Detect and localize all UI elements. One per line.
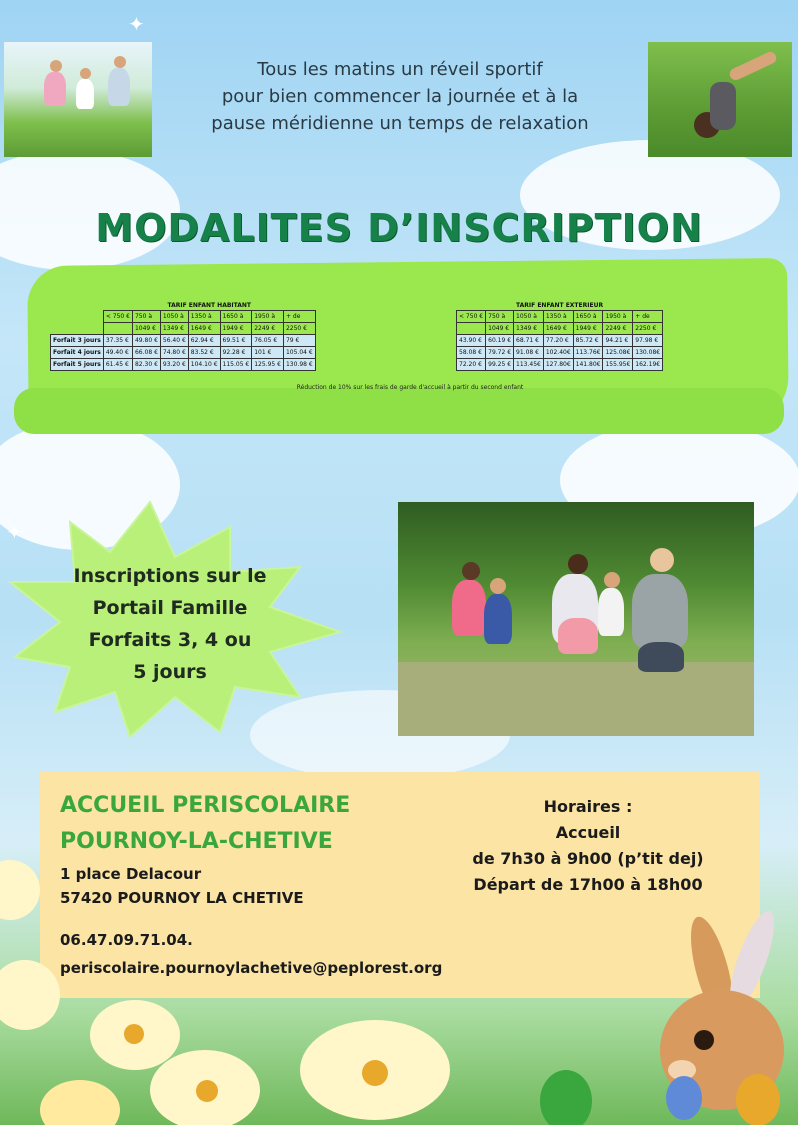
row-label: Forfait 3 jours [51, 335, 104, 347]
intro-text [160, 56, 640, 137]
flower-center [196, 1080, 218, 1102]
price-cell: 130.08€ [633, 347, 663, 359]
page-title: MODALITES D’INSCRIPTION [95, 206, 703, 250]
opening-hours [438, 794, 738, 898]
org-name-line1: ACCUEIL PERISCOLAIRE [60, 793, 351, 818]
bracket-header: 2250 € [283, 323, 315, 335]
price-cell: 102.40€ [543, 347, 573, 359]
price-cell: 162.19€ [633, 359, 663, 371]
bracket-row-top [457, 311, 663, 323]
row-label: Forfait 4 jours [51, 347, 104, 359]
price-cell: 60.19 € [486, 335, 514, 347]
egg-illustration [736, 1074, 780, 1125]
table-row [51, 359, 316, 371]
table-corner [51, 300, 104, 311]
registration-line: Forfaits 3, 4 ou [88, 629, 252, 651]
price-cell: 105.04 € [283, 347, 315, 359]
table-row [457, 359, 663, 371]
sparkle-icon: ✦ [128, 12, 145, 36]
bracket-row-top [51, 311, 316, 323]
bracket-header: 1350 à [543, 311, 573, 323]
price-cell: 68.71 € [514, 335, 544, 347]
contact-details [60, 788, 480, 982]
hours-evening: Départ de 17h00 à 18h00 [473, 875, 703, 894]
price-cell: 94.21 € [603, 335, 633, 347]
intro-line: Tous les matins un réveil sportif [257, 59, 543, 80]
bracket-header: 1950 à [252, 311, 284, 323]
bracket-header: 1650 à [573, 311, 603, 323]
bracket-header: 2249 € [603, 323, 633, 335]
price-cell: 99.25 € [486, 359, 514, 371]
bracket-header: 750 à [132, 311, 160, 323]
flower-illustration [40, 1080, 120, 1125]
price-cell: 74.80 € [160, 347, 188, 359]
price-cell: 62.94 € [188, 335, 220, 347]
price-cell: 115.05 € [220, 359, 252, 371]
table-row [51, 335, 316, 347]
email-address: periscolaire.pournoylachetive@peplorest.org [60, 959, 443, 977]
table-row [457, 335, 663, 347]
bracket-row-bottom [457, 323, 663, 335]
price-cell: 113.45€ [514, 359, 544, 371]
bracket-header: 1949 € [220, 323, 252, 335]
photo-children-running-park [398, 502, 754, 736]
price-cell: 79.72 € [486, 347, 514, 359]
flower-center [362, 1060, 388, 1086]
hours-title: Horaires : [543, 797, 633, 816]
price-cell: 125.08€ [603, 347, 633, 359]
bracket-header: 2249 € [252, 323, 284, 335]
row-label: Forfait 5 jours [51, 359, 104, 371]
bracket-row-bottom [51, 323, 316, 335]
price-cell: 58.08 € [457, 347, 486, 359]
hours-accueil: Accueil [555, 823, 621, 842]
bracket-header: < 750 € [457, 311, 486, 323]
egg-illustration [666, 1076, 702, 1120]
sparkle-icon: ✦ [6, 520, 23, 544]
phone-number: 06.47.09.71.04. [60, 931, 193, 949]
bracket-header: 1050 à [160, 311, 188, 323]
bracket-header: 750 à [486, 311, 514, 323]
registration-line: Portail Famille [92, 597, 248, 619]
price-cell: 93.20 € [160, 359, 188, 371]
table-row [51, 347, 316, 359]
bracket-header: 1649 € [188, 323, 220, 335]
price-cell: 77.20 € [543, 335, 573, 347]
price-cell: 155.95€ [603, 359, 633, 371]
reduction-note: Réduction de 10% sur les frais de garde d'accueil à partir du second enfant [296, 384, 524, 391]
table-title: TARIF ENFANT EXTERIEUR [516, 301, 604, 309]
price-cell: 83.52 € [188, 347, 220, 359]
price-cell: 127.80€ [543, 359, 573, 371]
registration-line: 5 jours [133, 661, 207, 683]
bracket-header: 1650 à [220, 311, 252, 323]
price-cell: 130.98 € [283, 359, 315, 371]
price-cell: 66.08 € [132, 347, 160, 359]
bracket-header [103, 323, 132, 335]
table-title: TARIF ENFANT HABITANT [167, 301, 252, 309]
bracket-header: 1050 à [514, 311, 544, 323]
tarif-table-exterieur [456, 300, 663, 371]
price-cell: 79 € [283, 335, 315, 347]
bracket-header: 2250 € [633, 323, 663, 335]
bracket-header: 1949 € [573, 323, 603, 335]
price-cell: 141.80€ [573, 359, 603, 371]
registration-line: Inscriptions sur le [73, 565, 267, 587]
green-band [14, 388, 784, 434]
price-cell: 72.20 € [457, 359, 486, 371]
tarif-table-habitant [50, 300, 316, 371]
price-cell: 56.40 € [160, 335, 188, 347]
bracket-header: + de [283, 311, 315, 323]
price-cell: 82.30 € [132, 359, 160, 371]
table-corner [51, 323, 104, 335]
price-cell: 61.45 € [103, 359, 132, 371]
bracket-header [457, 323, 486, 335]
flower-center [124, 1024, 144, 1044]
photo-children-running-field [4, 42, 152, 157]
egg-illustration [540, 1070, 592, 1125]
price-cell: 92.28 € [220, 347, 252, 359]
bracket-header: 1950 à [603, 311, 633, 323]
intro-line: pause méridienne un temps de relaxation [211, 113, 589, 134]
address-city: 57420 POURNOY LA CHETIVE [60, 889, 304, 907]
price-cell: 76.05 € [252, 335, 284, 347]
bracket-header: 1049 € [132, 323, 160, 335]
org-name-line2: POURNOY-LA-CHETIVE [60, 829, 333, 854]
price-cell: 125.95 € [252, 359, 284, 371]
bracket-header: 1349 € [514, 323, 544, 335]
price-cell: 49.40 € [103, 347, 132, 359]
price-cell: 101 € [252, 347, 284, 359]
price-cell: 97.98 € [633, 335, 663, 347]
price-cell: 49.80 € [132, 335, 160, 347]
price-cell: 104.10 € [188, 359, 220, 371]
hours-morning: de 7h30 à 9h00 (p’tit dej) [472, 849, 704, 868]
table-row [457, 347, 663, 359]
photo-child-relaxing-grass [648, 42, 792, 157]
price-cell: 43.90 € [457, 335, 486, 347]
bracket-header: 1349 € [160, 323, 188, 335]
address-street: 1 place Delacour [60, 865, 202, 883]
price-cell: 85.72 € [573, 335, 603, 347]
bracket-header: 1350 à [188, 311, 220, 323]
price-cell: 91.08 € [514, 347, 544, 359]
flower-illustration [0, 860, 40, 920]
bracket-header: < 750 € [103, 311, 132, 323]
bracket-header: 1649 € [543, 323, 573, 335]
registration-info [40, 560, 300, 688]
price-cell: 37.35 € [103, 335, 132, 347]
bracket-header: + de [633, 311, 663, 323]
table-corner [51, 311, 104, 323]
bracket-header: 1049 € [486, 323, 514, 335]
price-cell: 113.76€ [573, 347, 603, 359]
price-cell: 69.51 € [220, 335, 252, 347]
intro-line: pour bien commencer la journée et à la [221, 86, 579, 107]
